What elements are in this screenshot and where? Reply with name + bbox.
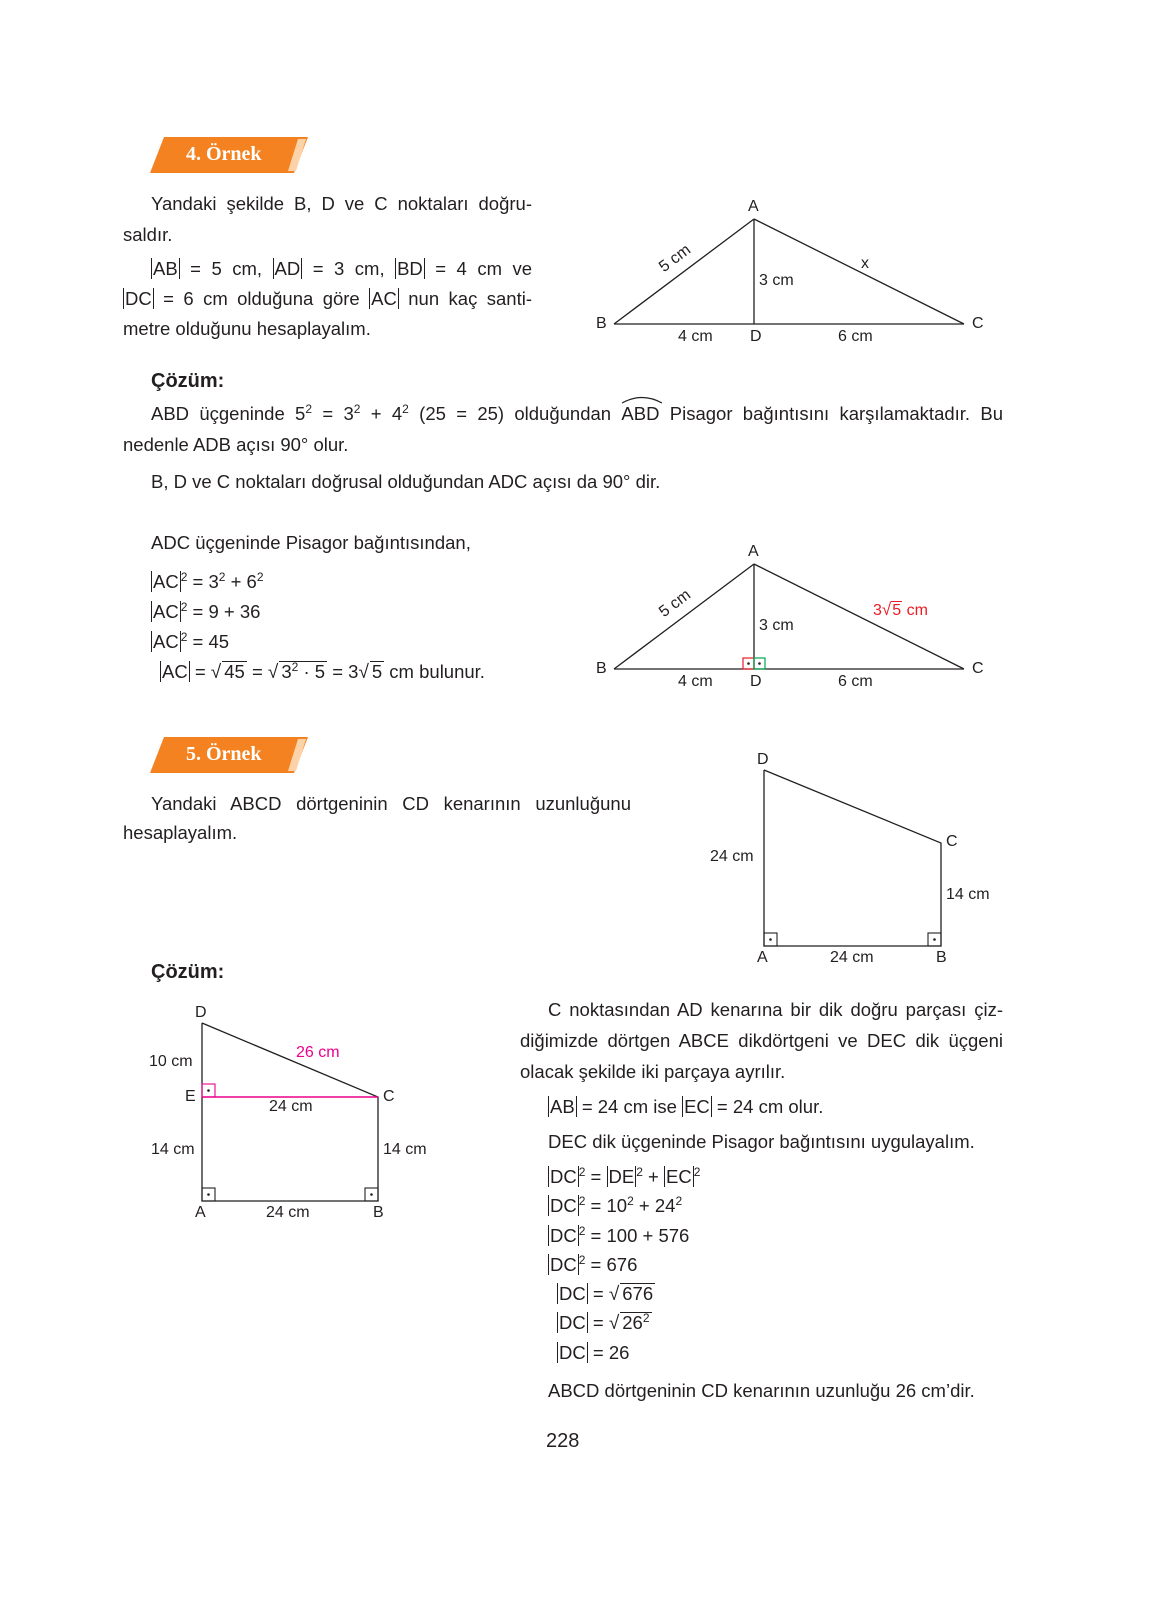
text: + 4 (360, 403, 403, 424)
page-number: 228 (546, 1430, 580, 1452)
label-dc: 26 cm (296, 1044, 340, 1061)
ex4-solution-line-2: nedenle ADB açısı 90° olur. (123, 434, 349, 455)
ex4-text-line-1: Yandaki şekilde B, D ve C noktaları doğru- (151, 193, 532, 214)
abs: DC (550, 1254, 577, 1275)
radical-sign: √ (358, 662, 369, 683)
text: = 100 + 576 (585, 1225, 690, 1246)
abs: AC (162, 661, 188, 682)
example-4-badge (150, 137, 300, 173)
ex5-eq-7 (557, 1338, 629, 1368)
exp: 2 (578, 1223, 586, 1238)
label-ab: 24 cm (266, 1204, 310, 1221)
text: 3 (873, 602, 882, 619)
label-d: D (757, 751, 769, 768)
abs: AC (153, 631, 179, 652)
ex4-solution-line-3: B, D ve C noktaları doğrusal olduğundan ADC açısı da 90° dir. (151, 471, 661, 492)
label-d: D (750, 328, 762, 345)
text: = 3 (312, 403, 354, 424)
abs-ac: AC (371, 288, 397, 309)
example-5-badge (150, 737, 300, 773)
text: = (585, 1166, 607, 1187)
text: = 10 (585, 1195, 628, 1216)
label-c: C (972, 660, 984, 677)
text: 3 (281, 661, 292, 682)
label-c: C (383, 1088, 395, 1105)
text: + (642, 1166, 664, 1187)
text: = (246, 661, 268, 682)
exp: 2 (578, 1164, 586, 1179)
text: · 5 (298, 661, 326, 682)
exp: 2 (578, 1252, 586, 1267)
badge-label: 4. Örnek (186, 143, 262, 165)
label-d: D (195, 1004, 207, 1021)
exp: 2 (627, 1193, 634, 1208)
exp: 2 (305, 401, 313, 416)
label-ac: x (861, 255, 869, 272)
text: = 26 (587, 1342, 630, 1363)
text: = (189, 661, 211, 682)
text: = 9 + 36 (187, 601, 261, 622)
abs: DC (559, 1283, 586, 1304)
ex5-eq-5 (557, 1279, 655, 1310)
abs: AB (550, 1096, 575, 1117)
label-bc: 14 cm (383, 1141, 427, 1158)
text: = (587, 1283, 609, 1304)
label-ad: 3 cm (759, 272, 794, 289)
radicand (279, 661, 327, 682)
text: ABD üçgeninde 5 (151, 403, 306, 424)
label-dc: 6 cm (838, 328, 873, 345)
abs-bd: BD (397, 258, 423, 279)
exp: 2 (180, 599, 188, 614)
text: = 45 (187, 631, 230, 652)
label-ab: 5 cm (656, 586, 694, 621)
radicand (620, 1312, 651, 1333)
quadrilateral-figure-1 (700, 748, 1020, 978)
ex4-eq-3 (151, 627, 229, 657)
text: (25 = 25) olduğundan (408, 403, 622, 424)
label-e: E (185, 1088, 196, 1105)
label-dc: 6 cm (838, 673, 873, 690)
abs-ad: AD (274, 258, 301, 279)
label-a: A (748, 543, 759, 560)
text: = 3 (327, 661, 359, 682)
abs: AC (153, 571, 179, 592)
text: Pisagor bağıntısını karşılamaktadır. Bu (659, 403, 1003, 424)
badge-label: 5. Örnek (186, 743, 262, 765)
exp: 2 (353, 401, 361, 416)
label-b: B (596, 315, 607, 332)
ex4-eq-4 (160, 657, 485, 688)
abs: DC (550, 1225, 577, 1246)
ex4-text-line-4 (123, 283, 532, 314)
abs: EC (684, 1096, 710, 1117)
ex5-eq-6 (557, 1308, 652, 1339)
label-ec: 24 cm (269, 1098, 313, 1115)
ex4-text-line-3 (151, 253, 532, 284)
exp: 2 (218, 569, 226, 584)
exp: 2 (636, 1164, 643, 1179)
ex4-eq-1 (151, 567, 264, 597)
ex4-text-line-5: metre olduğunu hesaplayalım. (123, 318, 371, 339)
ex4-solution-line-4: ADC üçgeninde Pisagor bağıntısından, (151, 532, 471, 553)
ex5-eq-3 (548, 1221, 689, 1251)
radical-sign: √ (608, 1284, 620, 1305)
abs: EC (666, 1166, 692, 1187)
radicand: 5 (371, 661, 383, 682)
label-ac (873, 600, 928, 620)
label-bc: 14 cm (946, 886, 990, 903)
label-a: A (195, 1204, 206, 1221)
ex5-solution-line-1: C noktasından AD kenarına bir dik doğru parçası çiz- (548, 999, 1003, 1020)
abs: DE (608, 1166, 635, 1187)
ex4-solution-line-1 (151, 398, 1003, 429)
label-a: A (748, 198, 759, 215)
exp: 2 (578, 1193, 586, 1208)
triangle-figure-2 (590, 540, 1010, 700)
angle-text: ABD (621, 403, 660, 424)
label-c: C (946, 833, 958, 850)
label-ab: 5 cm (656, 241, 694, 276)
radical-sign: √ (608, 1313, 620, 1334)
text: = 24 cm ise (576, 1096, 683, 1117)
label-b: B (936, 949, 947, 966)
abs: DC (559, 1312, 586, 1333)
ex5-solution-line-3: olacak şekilde iki parçaya ayrılır. (520, 1061, 786, 1082)
label-bd: 4 cm (678, 673, 713, 690)
radicand: 45 (224, 661, 245, 682)
abs-ab: AB (153, 258, 178, 279)
label-de: 10 cm (149, 1053, 193, 1070)
radicand: 676 (622, 1283, 654, 1304)
text: = 6 cm olduğuna göre (153, 288, 370, 309)
ex5-text-line-2: hesaplayalım. (123, 822, 238, 843)
ex4-text-line-2: saldır. (123, 224, 173, 245)
ex5-eq-4 (548, 1250, 637, 1280)
text: cm bulunur. (384, 661, 485, 682)
text: cm (902, 602, 928, 619)
label-b: B (596, 660, 607, 677)
label-ad: 3 cm (759, 617, 794, 634)
triangle-svg (590, 540, 1010, 700)
text: = 676 (585, 1254, 638, 1275)
ex5-solution-line-5: DEC dik üçgeninde Pisagor bağıntısını uygulayalım. (548, 1131, 975, 1152)
exp: 2 (642, 1310, 650, 1325)
text: = 3 cm, (302, 258, 396, 279)
text: = 3 (187, 571, 219, 592)
radical-sign: √ (210, 662, 222, 683)
text: = 4 cm ve (424, 258, 533, 279)
radicand: 5 (892, 602, 902, 619)
exp: 2 (402, 401, 409, 416)
exp: 2 (180, 629, 188, 644)
ex5-eq-1 (548, 1162, 700, 1192)
exp: 2 (675, 1193, 683, 1208)
label-c: C (972, 315, 984, 332)
quadrilateral-figure-2 (140, 1000, 460, 1230)
abs: DC (550, 1195, 577, 1216)
ex4-eq-2 (151, 597, 260, 627)
label-d: D (750, 673, 762, 690)
exp: 2 (291, 659, 299, 674)
abs: DC (559, 1342, 586, 1363)
ex5-conclusion: ABCD dörtgeninin CD kenarının uzunluğu 26 cm’dir. (548, 1380, 975, 1401)
label-ae: 14 cm (151, 1141, 195, 1158)
label-ad: 24 cm (710, 848, 754, 865)
abs: DC (550, 1166, 577, 1187)
ex5-eq-2 (548, 1191, 682, 1221)
abs: AC (153, 601, 179, 622)
angle-abd (621, 398, 659, 429)
label-ab: 24 cm (830, 949, 874, 966)
solution-heading-5: Çözüm: (151, 961, 225, 983)
radical-sign: √ (881, 600, 892, 619)
text: 26 (622, 1312, 643, 1333)
angle-arc (620, 394, 664, 404)
text: nun kaç santi- (398, 288, 532, 309)
exp: 2 (693, 1164, 701, 1179)
label-a: A (757, 949, 768, 966)
exp: 2 (256, 569, 264, 584)
text: = 5 cm, (179, 258, 273, 279)
triangle-svg (590, 195, 1010, 355)
radical-sign: √ (267, 662, 279, 683)
triangle-figure-1 (590, 195, 1010, 355)
abs-dc: DC (125, 288, 152, 309)
text: + 24 (633, 1195, 676, 1216)
solution-heading-4: Çözüm: (151, 370, 225, 392)
text: = 24 cm olur. (711, 1096, 824, 1117)
ex5-solution-line-2: diğimizde dörtgen ABCE dikdörtgeni ve DEC dik üçgeni (520, 1030, 1003, 1051)
label-bd: 4 cm (678, 328, 713, 345)
text: + 6 (225, 571, 257, 592)
label-b: B (373, 1204, 384, 1221)
text: = (587, 1312, 609, 1333)
ex5-text-line-1: Yandaki ABCD dörtgeninin CD kenarının uzunluğunu (151, 793, 631, 814)
ex5-solution-line-4 (548, 1091, 823, 1122)
exp: 2 (180, 569, 188, 584)
